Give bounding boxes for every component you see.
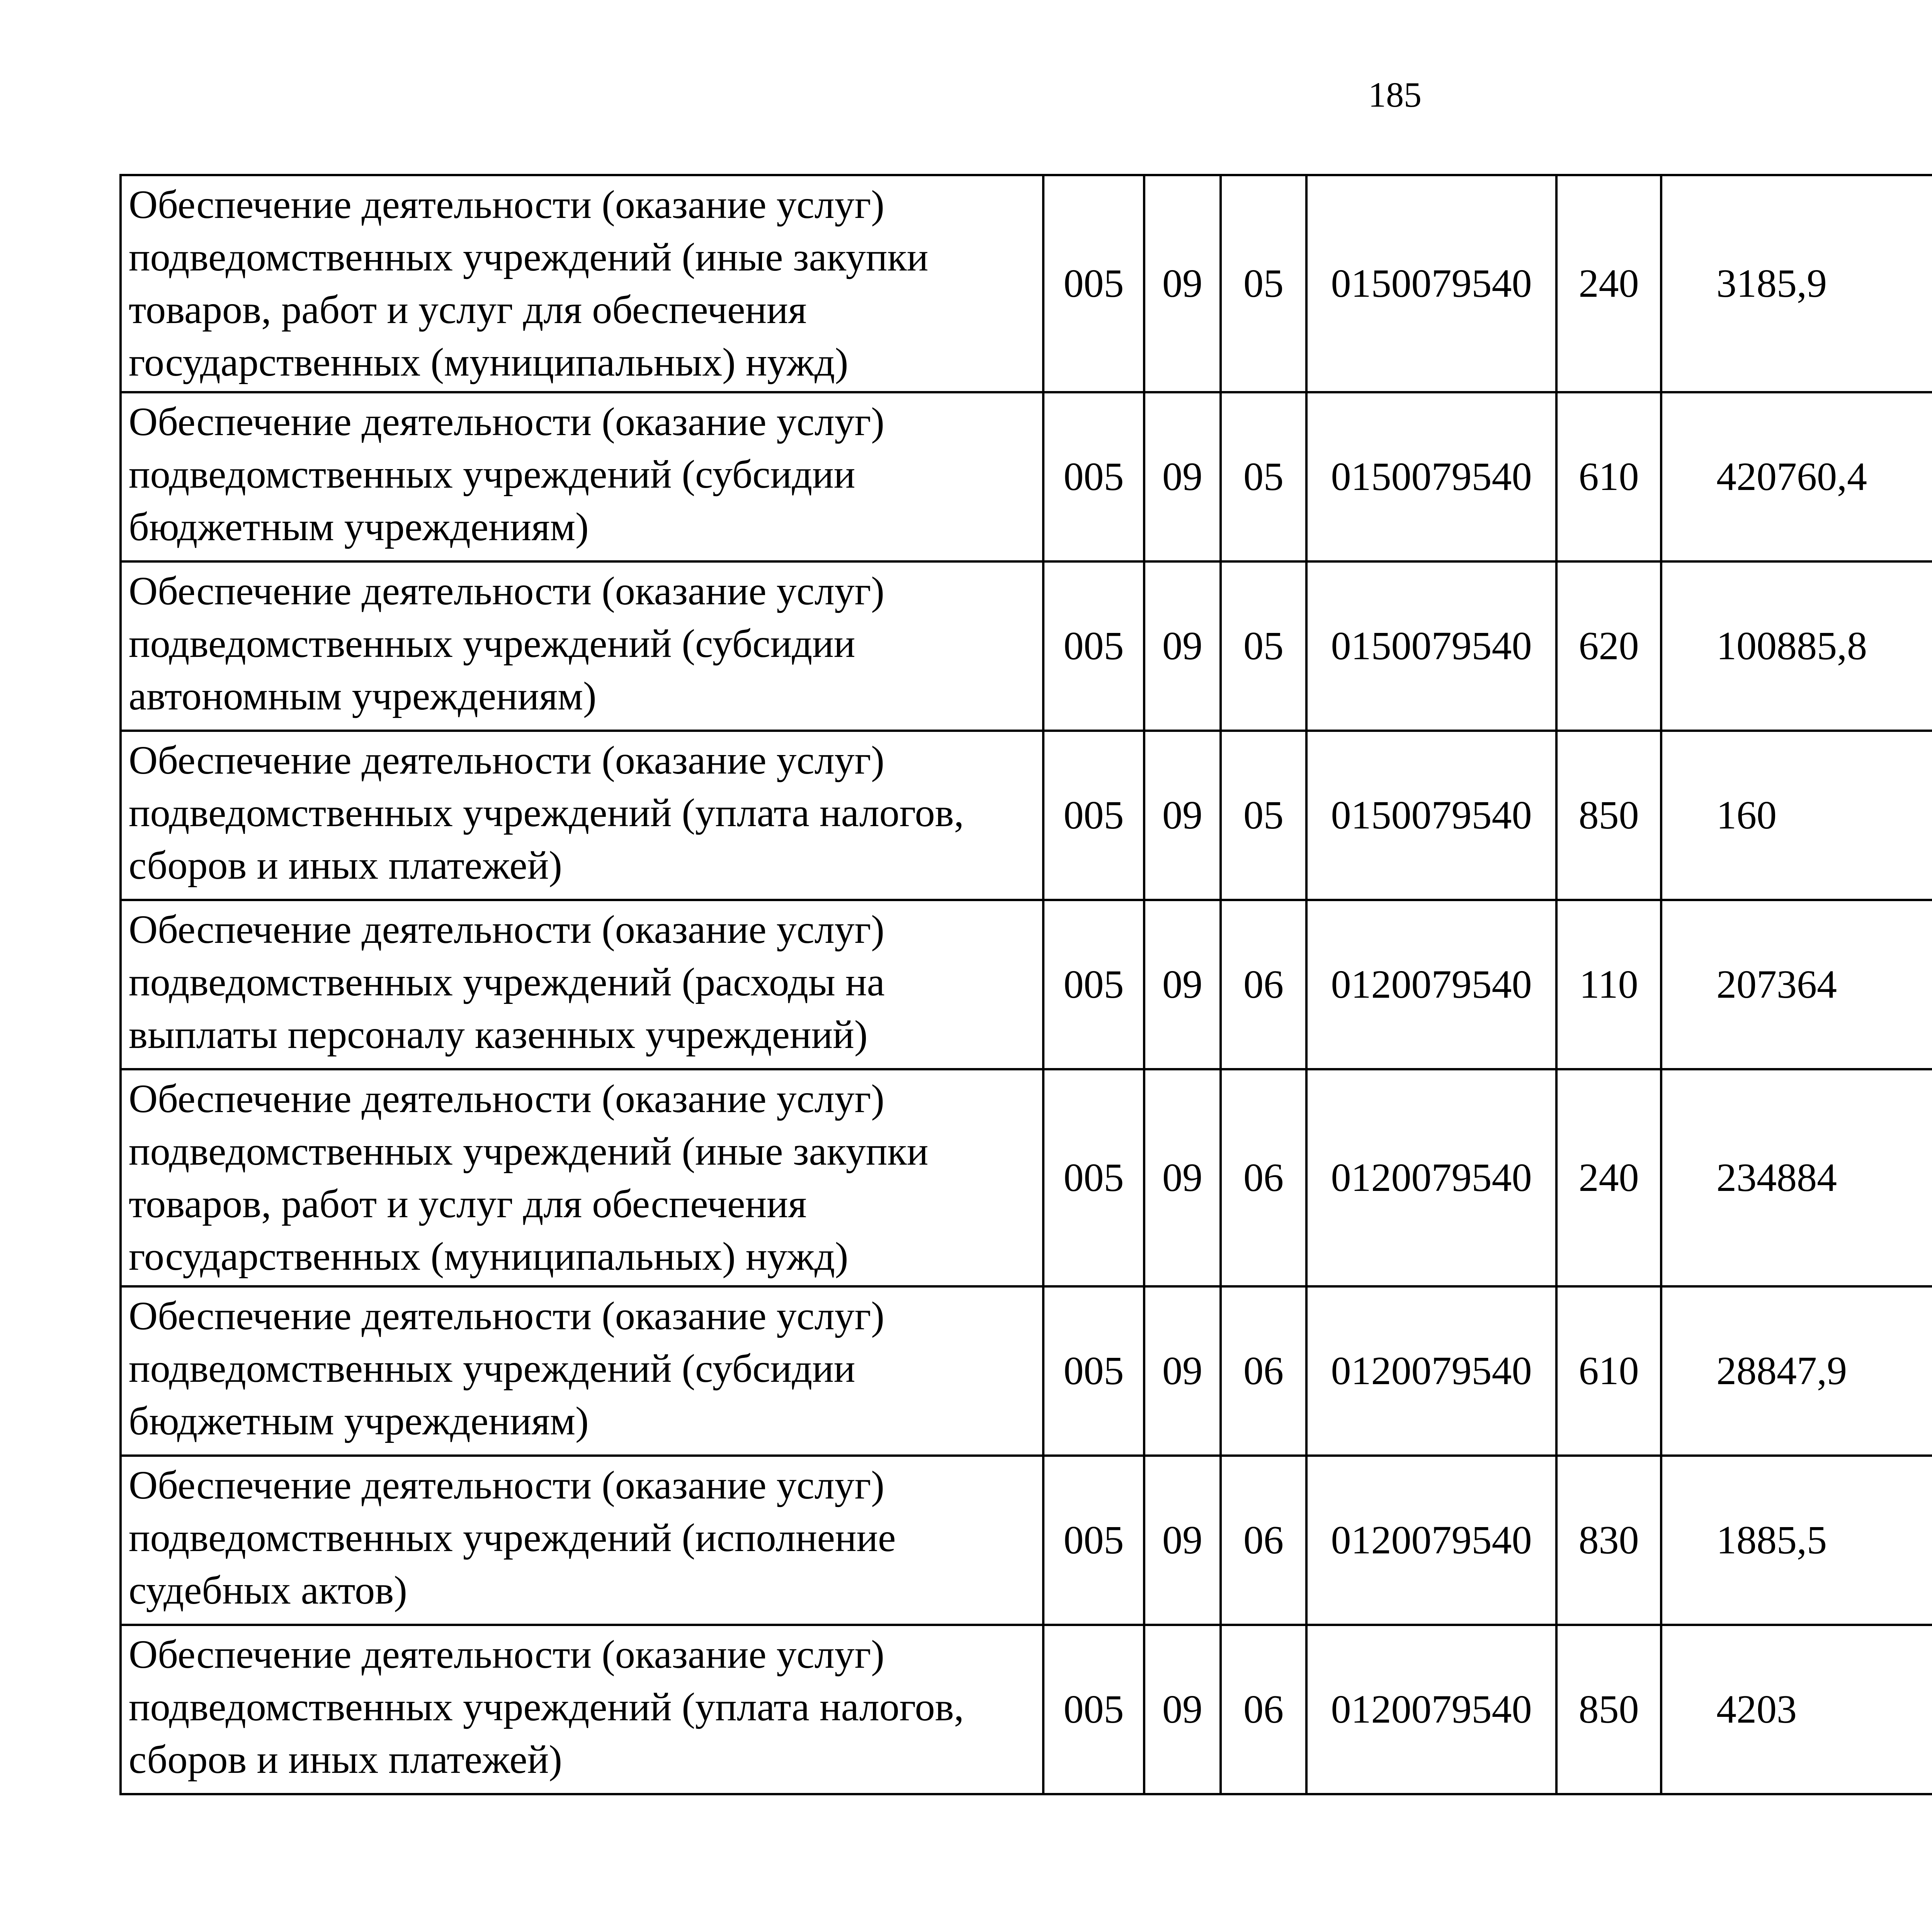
section-code: 09: [1144, 1286, 1221, 1456]
table-row: [121, 900, 1932, 1069]
target-item-code: 0120079540: [1306, 1625, 1556, 1794]
expense-type-code: 620: [1556, 561, 1661, 731]
expense-description: Обеспечение деятельности (оказание услуг) подведомственных учреждений (субсидии бюджетным учреждениям): [121, 392, 1043, 561]
amount-year-1: 28847,9: [1661, 1286, 1932, 1456]
amount-year-1: 420760,4: [1661, 392, 1932, 561]
expense-type-code: 610: [1556, 392, 1661, 561]
expense-type-code: 110: [1556, 900, 1661, 1069]
target-item-code: 0150079540: [1306, 175, 1556, 392]
subsection-code: 06: [1221, 1286, 1306, 1456]
page-number: 185: [1368, 75, 1422, 114]
subsection-code: 05: [1221, 392, 1306, 561]
section-code: 09: [1144, 561, 1221, 731]
ved-code: 005: [1043, 175, 1144, 392]
expense-type-code: 850: [1556, 1625, 1661, 1794]
target-item-code: 0150079540: [1306, 561, 1556, 731]
amount-year-1: 4203: [1661, 1625, 1932, 1794]
target-item-code: 0120079540: [1306, 900, 1556, 1069]
expense-description: Обеспечение деятельности (оказание услуг) подведомственных учреждений (исполнение судебных актов): [121, 1456, 1043, 1625]
section-code: 09: [1144, 731, 1221, 900]
table-body: [121, 175, 1932, 1794]
expense-description: Обеспечение деятельности (оказание услуг) подведомственных учреждений (расходы на выплаты персоналу казенных учреждений): [121, 900, 1043, 1069]
target-item-code: 0120079540: [1306, 1456, 1556, 1625]
expense-description: Обеспечение деятельности (оказание услуг) подведомственных учреждений (уплата налогов, сборов и иных платежей): [121, 731, 1043, 900]
target-item-code: 0120079540: [1306, 1286, 1556, 1456]
ved-code: 005: [1043, 1286, 1144, 1456]
ved-code: 005: [1043, 1069, 1144, 1286]
table-row: [121, 1625, 1932, 1794]
section-code: 09: [1144, 392, 1221, 561]
subsection-code: 05: [1221, 561, 1306, 731]
expense-description: Обеспечение деятельности (оказание услуг) подведомственных учреждений (иные закупки товаров, работ и услуг для обеспечения государственных (муниципальных) нужд): [121, 1069, 1043, 1286]
expense-description: Обеспечение деятельности (оказание услуг) подведомственных учреждений (иные закупки товаров, работ и услуг для обеспечения государственных (муниципальных) нужд): [121, 175, 1043, 392]
table-row: [121, 1456, 1932, 1625]
amount-year-1: 160: [1661, 731, 1932, 900]
amount-year-1: 3185,9: [1661, 175, 1932, 392]
section-code: 09: [1144, 1625, 1221, 1794]
subsection-code: 06: [1221, 1069, 1306, 1286]
expense-description: Обеспечение деятельности (оказание услуг) подведомственных учреждений (уплата налогов, сборов и иных платежей): [121, 1625, 1043, 1794]
target-item-code: 0150079540: [1306, 392, 1556, 561]
amount-year-1: 100885,8: [1661, 561, 1932, 731]
ved-code: 005: [1043, 900, 1144, 1069]
expense-type-code: 850: [1556, 731, 1661, 900]
expense-type-code: 610: [1556, 1286, 1661, 1456]
section-code: 09: [1144, 1456, 1221, 1625]
expense-description: Обеспечение деятельности (оказание услуг) подведомственных учреждений (субсидии автономным учреждениям): [121, 561, 1043, 731]
target-item-code: 0150079540: [1306, 731, 1556, 900]
ved-code: 005: [1043, 561, 1144, 731]
subsection-code: 05: [1221, 731, 1306, 900]
section-code: 09: [1144, 900, 1221, 1069]
budget-table: [119, 174, 1932, 1795]
table-row: [121, 561, 1932, 731]
table-row: [121, 1286, 1932, 1456]
table-row: [121, 731, 1932, 900]
section-code: 09: [1144, 175, 1221, 392]
expense-type-code: 240: [1556, 175, 1661, 392]
amount-year-1: 234884: [1661, 1069, 1932, 1286]
subsection-code: 06: [1221, 900, 1306, 1069]
ved-code: 005: [1043, 1456, 1144, 1625]
table-row: [121, 175, 1932, 392]
expense-type-code: 240: [1556, 1069, 1661, 1286]
subsection-code: 06: [1221, 1625, 1306, 1794]
target-item-code: 0120079540: [1306, 1069, 1556, 1286]
ved-code: 005: [1043, 1625, 1144, 1794]
section-code: 09: [1144, 1069, 1221, 1286]
amount-year-1: 207364: [1661, 900, 1932, 1069]
expense-type-code: 830: [1556, 1456, 1661, 1625]
expense-description: Обеспечение деятельности (оказание услуг) подведомственных учреждений (субсидии бюджетным учреждениям): [121, 1286, 1043, 1456]
amount-year-1: 1885,5: [1661, 1456, 1932, 1625]
table-row: [121, 392, 1932, 561]
subsection-code: 06: [1221, 1456, 1306, 1625]
subsection-code: 05: [1221, 175, 1306, 392]
ved-code: 005: [1043, 731, 1144, 900]
ved-code: 005: [1043, 392, 1144, 561]
table-row: [121, 1069, 1932, 1286]
